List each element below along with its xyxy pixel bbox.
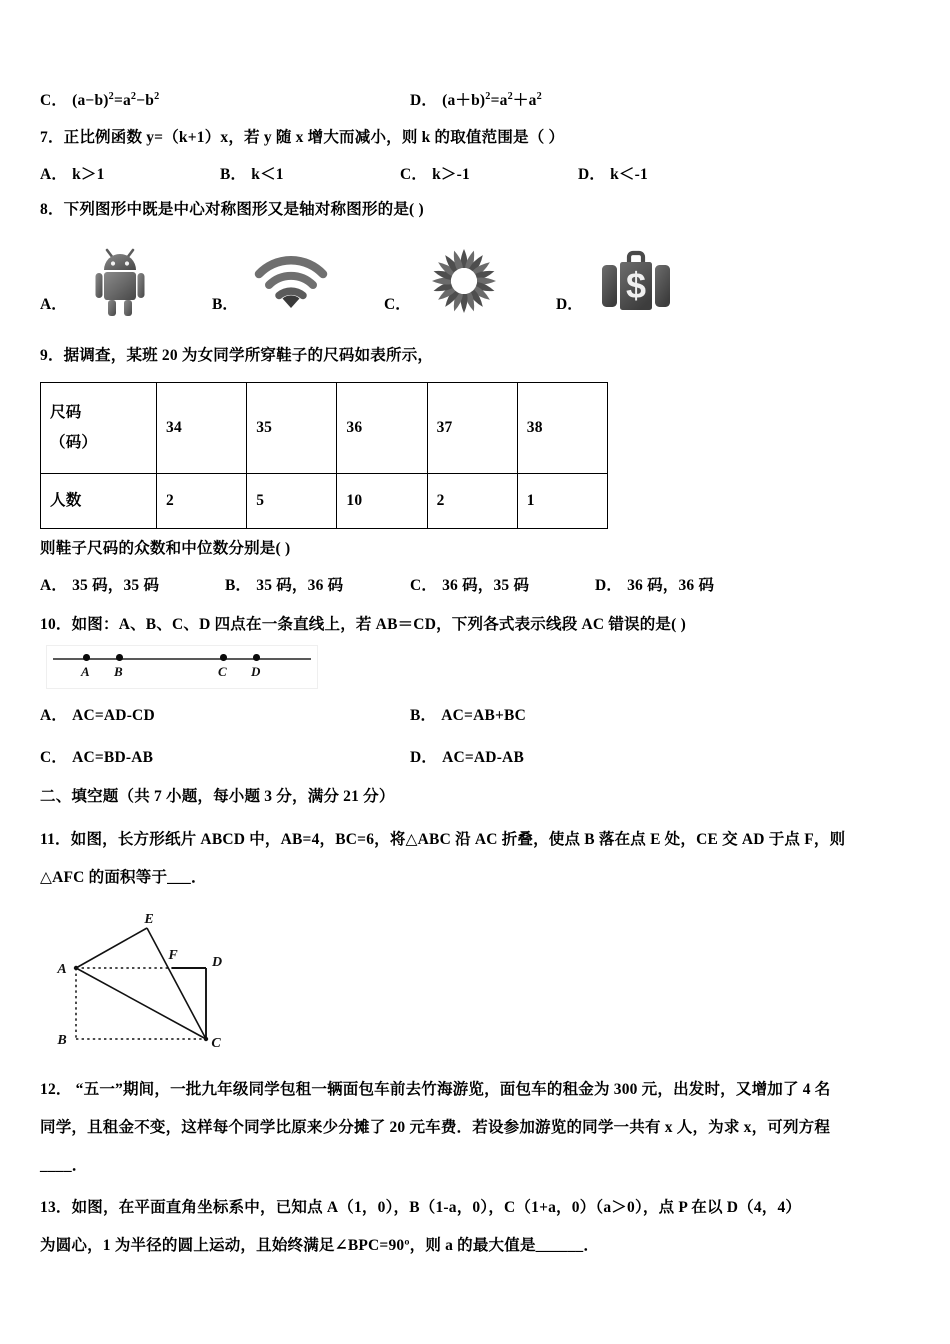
q9-option-a-text: 35 码，35 码 <box>72 577 160 595</box>
q10-option-c-label: C． <box>40 749 68 767</box>
q9-option-b <box>225 573 410 595</box>
question-11-line-1: 11．如图，长方形纸片 ABCD 中，AB=4，BC=6，将△ABC 沿 AC 折叠，使点 B 落在点 E 处，CE 交 AD 于点 F，则 <box>40 831 846 849</box>
briefcase-dollar-icon <box>597 242 675 320</box>
q10-option-c-text: AC=BD‑AB <box>72 749 154 767</box>
q10-option-d <box>410 745 524 767</box>
q6-option-c <box>40 88 410 110</box>
question-9-sub-stem: 则鞋子尺码的众数和中位数分别是( ) <box>40 540 291 558</box>
question-9-options <box>40 573 920 595</box>
table-row-sizes <box>41 383 608 474</box>
table-row-counts <box>41 474 608 529</box>
q7-option-b <box>220 162 400 184</box>
table-cell-count-38: 1 <box>517 474 607 529</box>
geo-label-e: E <box>144 912 154 928</box>
shoe-size-table <box>40 382 608 529</box>
number-line-dot-c <box>220 654 227 661</box>
table-cell-size-35: 35 <box>247 383 337 474</box>
question-10-options-row-1 <box>40 703 920 725</box>
q7-option-a <box>40 162 220 184</box>
q7-option-b-label: B． <box>220 166 247 184</box>
svg-text:$: $ <box>625 265 646 307</box>
geo-label-b: B <box>57 1033 67 1049</box>
q7-option-d-text: k＜‑1 <box>610 166 648 184</box>
q8-option-d-label: D． <box>556 296 583 314</box>
question-12-text <box>40 1071 920 1185</box>
table-header-size-line1: 尺码 <box>50 403 82 421</box>
q9-option-c <box>410 573 595 595</box>
geo-label-f: F <box>168 948 178 964</box>
question-7-options <box>40 162 920 184</box>
table-cell-size-37: 37 <box>427 383 517 474</box>
number-line-dot-a <box>83 654 90 661</box>
q10-option-a-text: AC=AD‑CD <box>72 707 155 725</box>
q10-option-b-text: AC=AB+BC <box>441 707 526 725</box>
table-cell-size-38: 38 <box>517 383 607 474</box>
table-header-size <box>41 383 157 474</box>
q9-option-d-text: 36 码，36 码 <box>627 577 715 595</box>
table-cell-count-34: 2 <box>157 474 247 529</box>
q8-option-d <box>556 242 728 320</box>
q7-option-a-text: k＞1 <box>72 166 105 184</box>
folded-rectangle-figure <box>54 911 269 1061</box>
number-line-label-a: A <box>81 664 90 680</box>
q7-option-b-text: k＜1 <box>251 166 284 184</box>
q9-option-d <box>595 573 714 595</box>
question-13-text <box>40 1189 920 1265</box>
vertex-c-dot <box>204 1037 208 1041</box>
question-12-line-2: 同学，且租金不变，这样每个同学比原来少分摊了 20 元车费．若设参加游览的同学一共有 x 人，为求 x，可列方程 <box>40 1119 831 1136</box>
q8-option-c <box>384 242 556 320</box>
q8-option-c-label: C． <box>384 296 411 314</box>
q10-option-b <box>410 703 526 725</box>
table-cell-size-34: 34 <box>157 383 247 474</box>
q8-option-a-label: A． <box>40 296 67 314</box>
number-line-axis <box>53 658 311 660</box>
question-13-line-1: 13．如图，在平面直角坐标系中，已知点 A（1，0），B（1‑a，0），C（1+a，0）（a＞0），点 P 在以 D（4，4） <box>40 1198 802 1216</box>
question-11-line-2: △AFC 的面积等于___． <box>40 869 207 887</box>
q9-option-a <box>40 573 225 595</box>
question-12-line-3: ____． <box>40 1156 88 1174</box>
question-8-options <box>40 234 920 320</box>
q6-option-c-text: $(a-b)^2=a^2-b^2$ <box>72 90 160 109</box>
q7-option-a-label: A． <box>40 166 68 184</box>
q6-options-row <box>40 88 920 110</box>
q7-option-c-text: k＞‑1 <box>432 166 470 184</box>
question-9-stem: 9．据调查，某班 20 为女同学所穿鞋子的尺码如表所示， <box>40 347 434 365</box>
question-10-stem: 10．如图：A、B、C、D 四点在一条直线上，若 AB＝CD，下列各式表示线段 AC 错误的是( ) <box>40 616 686 634</box>
q10-option-b-label: B． <box>410 707 437 725</box>
android-robot-icon <box>81 242 159 320</box>
q6-option-d-text: $(a+b)^2=a^2+a^2$ <box>442 90 542 109</box>
q9-option-c-label: C． <box>410 577 438 595</box>
q9-option-d-label: D． <box>595 577 623 595</box>
table-header-size-line2: （码） <box>50 434 98 452</box>
number-line-figure <box>46 645 318 689</box>
q9-option-b-text: 35 码，36 码 <box>256 577 344 595</box>
q7-option-c <box>400 162 578 184</box>
q9-option-a-label: A． <box>40 577 68 595</box>
q10-option-d-text: AC=AD‑AB <box>442 749 524 767</box>
q9-option-c-text: 36 码，35 码 <box>442 577 530 595</box>
question-11-text <box>40 821 920 897</box>
q7-option-d <box>578 162 648 184</box>
q9-option-b-label: B． <box>225 577 252 595</box>
vertex-a-dot <box>74 966 78 970</box>
segment-ae <box>76 928 147 968</box>
q10-option-a-label: A． <box>40 707 68 725</box>
geo-label-c: C <box>211 1036 221 1052</box>
number-line-label-d: D <box>251 664 261 680</box>
question-13-line-2: 为圆心，1 为半径的圆上运动，且始终满足∠BPC=90º，则 a 的最大值是______． <box>40 1236 600 1254</box>
question-7-stem: 7．正比例函数 y=（k+1）x，若 y 随 x 增大而减小，则 k 的取值范围是（ ） <box>40 129 565 146</box>
q10-option-c <box>40 745 410 767</box>
table-header-count: 人数 <box>41 474 157 529</box>
q8-option-b <box>212 242 384 320</box>
q6-option-d-label: D． <box>410 92 438 109</box>
page-content <box>40 88 920 1265</box>
wifi-signal-icon <box>252 242 330 320</box>
q6-option-c-label: C． <box>40 92 68 109</box>
geo-label-d: D <box>211 955 223 971</box>
table-cell-count-37: 2 <box>427 474 517 529</box>
number-line-label-b: B <box>114 664 123 680</box>
q8-option-a <box>40 242 212 320</box>
question-8-stem: 8．下列图形中既是中心对称图形又是轴对称图形的是( ) <box>40 201 424 219</box>
sunburst-ring-icon <box>425 242 503 320</box>
geo-label-a: A <box>57 962 67 978</box>
q8-option-b-label: B． <box>212 296 238 314</box>
question-12-line-1: 12． “五一”期间，一批九年级同学包租一辆面包车前去竹海游览，面包车的租金为 300 元，出发时，又增加了 4 名 <box>40 1081 831 1099</box>
section-2-title: 二、填空题（共 7 小题，每小题 3 分，满分 21 分） <box>40 788 395 806</box>
number-line-dot-b <box>116 654 123 661</box>
q6-option-d <box>410 88 542 110</box>
table-cell-size-36: 36 <box>337 383 427 474</box>
number-line-dot-d <box>253 654 260 661</box>
table-cell-count-36: 10 <box>337 474 427 529</box>
number-line-label-c: C <box>218 664 227 680</box>
q7-option-d-label: D． <box>578 166 606 184</box>
q10-option-d-label: D． <box>410 749 438 767</box>
q7-option-c-label: C． <box>400 166 428 184</box>
table-cell-count-35: 5 <box>247 474 337 529</box>
q10-option-a <box>40 703 410 725</box>
question-10-options-row-2 <box>40 745 920 767</box>
